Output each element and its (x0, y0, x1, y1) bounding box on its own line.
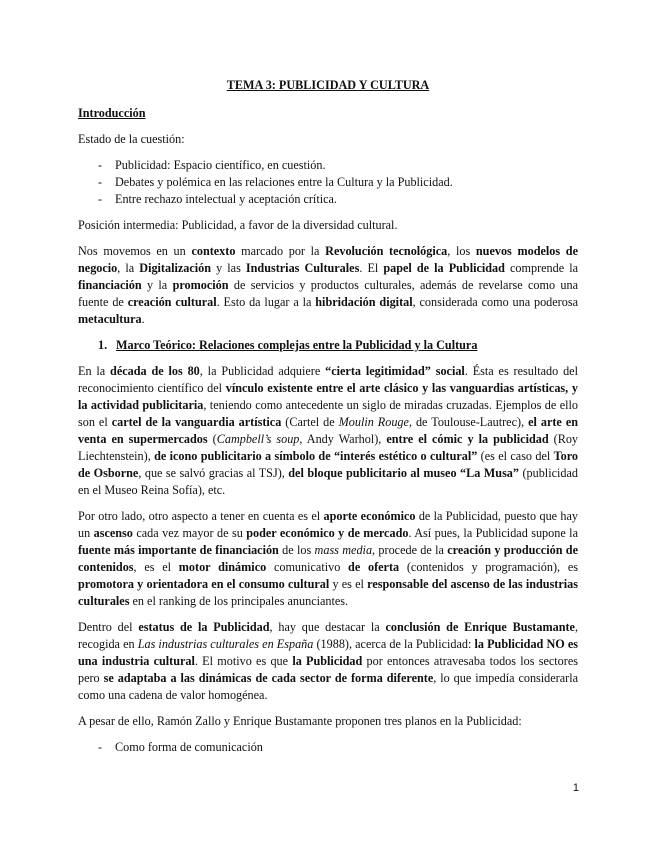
bold-text: de oferta (348, 560, 400, 574)
planos-list (78, 739, 578, 756)
text-run: (Roy Liechtenstein), (78, 432, 579, 463)
bold-text: creación cultural (127, 295, 217, 309)
text-run: Nos movemos en un (78, 244, 192, 258)
aporte-paragraph (78, 508, 578, 610)
text-run: (es el caso del (477, 449, 554, 463)
bold-text: década de los 80 (110, 364, 200, 378)
text-run: , que se salvó gracias al TSJ), (138, 466, 289, 480)
text-run: , la Publicidad adquiere (199, 364, 326, 378)
bold-text: Industrias Culturales (245, 261, 360, 275)
bold-text: vínculo existente entre el arte clásico y las vanguardias artísticas, y la actividad publicitaria (78, 381, 578, 412)
text-run: en el ranking de los principales anunciantes. (129, 594, 349, 608)
bold-text: poder económico y de mercado (246, 526, 409, 540)
bold-text: metacultura (78, 312, 142, 326)
bold-text: promoción (172, 278, 229, 292)
estado-label: Estado de la cuestión: (78, 132, 185, 146)
text-run: (1988), acerca de la Publicidad: (313, 637, 475, 651)
text-run: cada vez mayor de su (132, 526, 247, 540)
bold-text: del bloque publicitario al museo “La Musa” (288, 466, 519, 480)
bold-text: estatus de la Publicidad (138, 620, 270, 634)
list-item: - Como forma de comunicación (78, 739, 578, 756)
text-run: por entonces atravesaba todos los sectores pero (78, 654, 578, 685)
bold-text: el arte en venta en supermercados (78, 415, 579, 446)
bold-text: “cierta legitimidad” social (325, 364, 465, 378)
text-run: , la (117, 261, 140, 275)
italic-text: Campbell’s soup (216, 432, 300, 446)
contexto-paragraph (78, 243, 578, 328)
text-run: , procede de la (372, 543, 448, 557)
bold-text: nuevos modelos de negocio (78, 244, 578, 275)
text-run: (contenidos y programación), es (399, 560, 578, 574)
text-run: y las (211, 261, 246, 275)
text-run: de servicios y productos culturales, además de revelarse como una fuente de (78, 278, 579, 309)
bold-text: Digitalización (139, 261, 212, 275)
bold-text: motor dinámico (178, 560, 267, 574)
text-run: . (141, 312, 145, 326)
intro-heading: Introducción (78, 106, 146, 120)
text-run: En la (78, 364, 111, 378)
document-title: TEMA 3: PUBLICIDAD Y CULTURA (226, 78, 430, 92)
text-run: (publicidad en el Museo Reina Sofía), etc. (78, 466, 578, 497)
bold-text: Revolución tecnológica (325, 244, 448, 258)
bold-text: creación y producción de contenidos (78, 543, 578, 574)
italic-text: mass media (314, 543, 373, 557)
text-run: . El motivo es que (194, 654, 293, 668)
bold-text: hibridación digital (315, 295, 413, 309)
bold-text: de icono publicitario a símbolo de “interés estético o cultural” (154, 449, 478, 463)
estatus-paragraph (78, 619, 578, 704)
text-run: y es el (329, 577, 368, 591)
bold-text: la Publicidad NO es una industria cultural (78, 637, 578, 668)
italic-text: Las industrias culturales en España (137, 637, 314, 651)
text-run: . Ésta es resultado del reconocimiento científico del (78, 364, 578, 395)
section-1-title: Marco Teórico: Relaciones complejas entre la Publicidad y la Cultura (116, 338, 478, 352)
text-run: de los (278, 543, 315, 557)
bold-text: promotora y orientadora en el consumo cultural (78, 577, 330, 591)
bold-text: responsable del ascenso de las industrias culturales (78, 577, 578, 608)
posicion-paragraph: Posición intermedia: Publicidad, a favor de la diversidad cultural. (78, 218, 398, 232)
text-run: . Así pues, la Publicidad supone la (408, 526, 578, 540)
text-run: , Andy Warhol), (299, 432, 387, 446)
bold-text: cartel de la vanguardia artística (111, 415, 282, 429)
text-run: , recogida en (78, 620, 578, 651)
page-number: 1 (572, 782, 579, 794)
text-run: , lo que impedía considerarla como una cadena de valor homogénea. (78, 671, 579, 702)
italic-text: Moulin Rouge (338, 415, 409, 429)
text-run: de la Publicidad, puesto que hay un (78, 509, 578, 540)
text-run: . Esto da lugar a la (216, 295, 316, 309)
bold-text: Toro de Osborne (78, 449, 578, 480)
text-run: ( (207, 432, 217, 446)
decada-paragraph (78, 363, 578, 499)
text-run: , considerada como una poderosa (412, 295, 578, 309)
text-run: , teniendo como antecedente un siglo de miradas cruzadas. Ejemplos de ello son el (78, 398, 578, 429)
bold-text: aporte económico (323, 509, 416, 523)
list-item: - Entre rechazo intelectual y aceptación crítica. (78, 191, 578, 208)
bold-text: contexto (191, 244, 236, 258)
text-run: . El (359, 261, 384, 275)
text-run: , de Toulouse-Lautrec), (408, 415, 529, 429)
bold-text: conclusión de Enrique Bustamante (385, 620, 575, 634)
bold-text: financiación (78, 278, 142, 292)
list-item: - Publicidad: Espacio científico, en cuestión. (78, 157, 578, 174)
section-1-heading (78, 337, 578, 354)
bold-text: fuente más importante de financiación (78, 543, 279, 557)
bold-text: ascenso (93, 526, 133, 540)
bold-text: se adaptaba a las dinámicas de cada sector de forma diferente (103, 671, 434, 685)
text-run: marcado por la (235, 244, 326, 258)
text-run: , hay que destacar la (269, 620, 386, 634)
text-run: (Cartel de (281, 415, 339, 429)
text-run: comprende la (504, 261, 579, 275)
bold-text: papel de la Publicidad (383, 261, 505, 275)
estado-list (78, 157, 578, 208)
text-run: Dentro del (78, 620, 139, 634)
planos-paragraph: A pesar de ello, Ramón Zallo y Enrique Bustamante proponen tres planos en la Publicidad: (78, 714, 522, 728)
bold-text: la Publicidad (292, 654, 363, 668)
text-run: Por otro lado, otro aspecto a tener en cuenta es el (78, 509, 324, 523)
text-run: y la (141, 278, 173, 292)
page-content (78, 77, 578, 765)
text-run: comunicativo (266, 560, 349, 574)
list-item: - Debates y polémica en las relaciones entre la Cultura y la Publicidad. (78, 174, 578, 191)
section-1-number: 1. (98, 338, 108, 352)
text-run: , es el (133, 560, 179, 574)
text-run: , los (447, 244, 476, 258)
bold-text: entre el cómic y la publicidad (386, 432, 549, 446)
